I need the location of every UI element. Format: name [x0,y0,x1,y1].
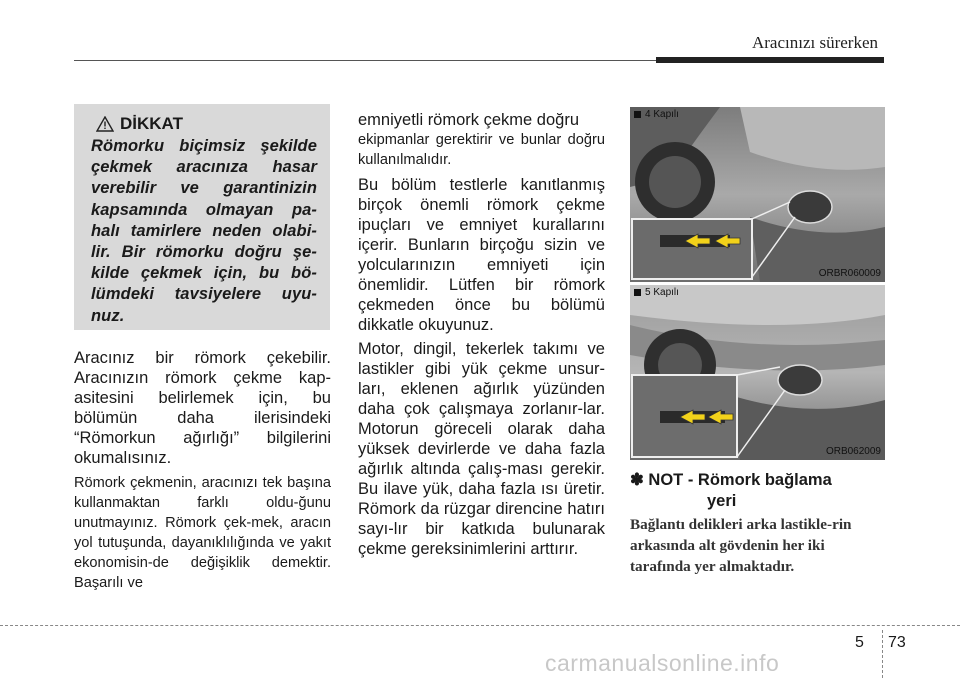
warning-triangle-icon [96,116,114,132]
paragraph: emniyetli römork çekme doğru [358,111,579,129]
car-rear-photo [630,107,885,282]
figure-code: ORB062009 [825,446,881,457]
caution-text: Römorku biçimsiz şekilde çekmek aracınıza hasar verebilir ve garantinizin kapsamında olmayan pa-halı tamirlere neden olabi-lir. Bir römorku doğru şe-kilde çekmek için, bu bö-lümdeki tavsiyelere uyu-nuz. [91,137,317,325]
square-bullet-icon [634,289,641,296]
column-1 [74,348,331,593]
paragraph: Römork çekmenin, aracınızı tek başına kullanmaktan farklı oldu-ğunu unutmayınız. Römork çek-mek, aracın yol tutuşunda, dayanıklılığında ve yakıt ekonomisin-de değişiklik demektir. Başarılı ve [74,475,331,591]
caution-heading [96,114,183,134]
caution-title: DİKKAT [120,114,183,133]
figure-label [634,287,679,298]
section-number: 5 [855,634,864,651]
caution-box [74,104,330,330]
watermark: carmanualsonline.info [545,650,780,676]
square-bullet-icon [634,111,641,118]
paragraph: Aracınız bir römork çekebilir. Aracınızın römork çekme kap-asitesini belirlemek için, bu bölümün daha ilerisindeki “Römorkun ağırlığı” bilgilerini okumalısınız. [74,349,331,467]
running-head: Aracınızı sürerken [751,33,878,52]
figure-5-door [630,285,885,460]
car-rear-photo [630,285,885,460]
paragraph: Bu bölüm testlerle kanıtlanmış birçok önemli römork çekme ipuçları ve emniyet kurallarını içerir. Bunların birçoğu sizin ve yolcularınızın emniyeti için önemlidir. Lütfen bir römork çekmeden önce bu bölümü dikkatle okuyunuz. [358,176,605,334]
figure-label-text: 4 Kapılı [645,109,679,120]
figure-code: ORBR060009 [818,268,881,279]
note-title [630,470,832,512]
note-symbol-icon: ✽ [630,471,644,489]
page-number-divider [882,630,883,678]
footer-rule [0,625,960,626]
paragraph: Motor, dingil, tekerlek takımı ve lastikler gibi yük çekme unsur-ları, eklenen ağırlık yüzünden daha çok çalışmaya zorlanır-lar. Motorun göreceli olarak daha yüksek devirlerde ve daha fazla ağırlık altında çalış-ması gerekir. Bu ilave yük, daha fazla ısı üretir. Römork da rüzgar direncine hatırı sayı-lır bir katkıda bulunarak çekme gereksinimlerini arttırır. [358,340,605,558]
note-title-line1: NOT - Römork bağlama [648,471,832,489]
header-rule [74,60,656,61]
figure-4-door [630,107,885,282]
figure-label-text: 5 Kapılı [645,287,679,298]
column-2 [358,110,605,559]
note-title-line2: yeri [707,492,737,510]
header-rule-thick [656,57,884,63]
paragraph: ekipmanlar gerektirir ve bunlar doğru kullanılmalıdır. [358,132,605,168]
page-number: 73 [888,634,906,651]
figure-label [634,109,679,120]
note-body: Bağlantı delikleri arka lastikle-rin arkasında alt gövdenin her iki tarafında yer almaktadır. [630,516,852,575]
